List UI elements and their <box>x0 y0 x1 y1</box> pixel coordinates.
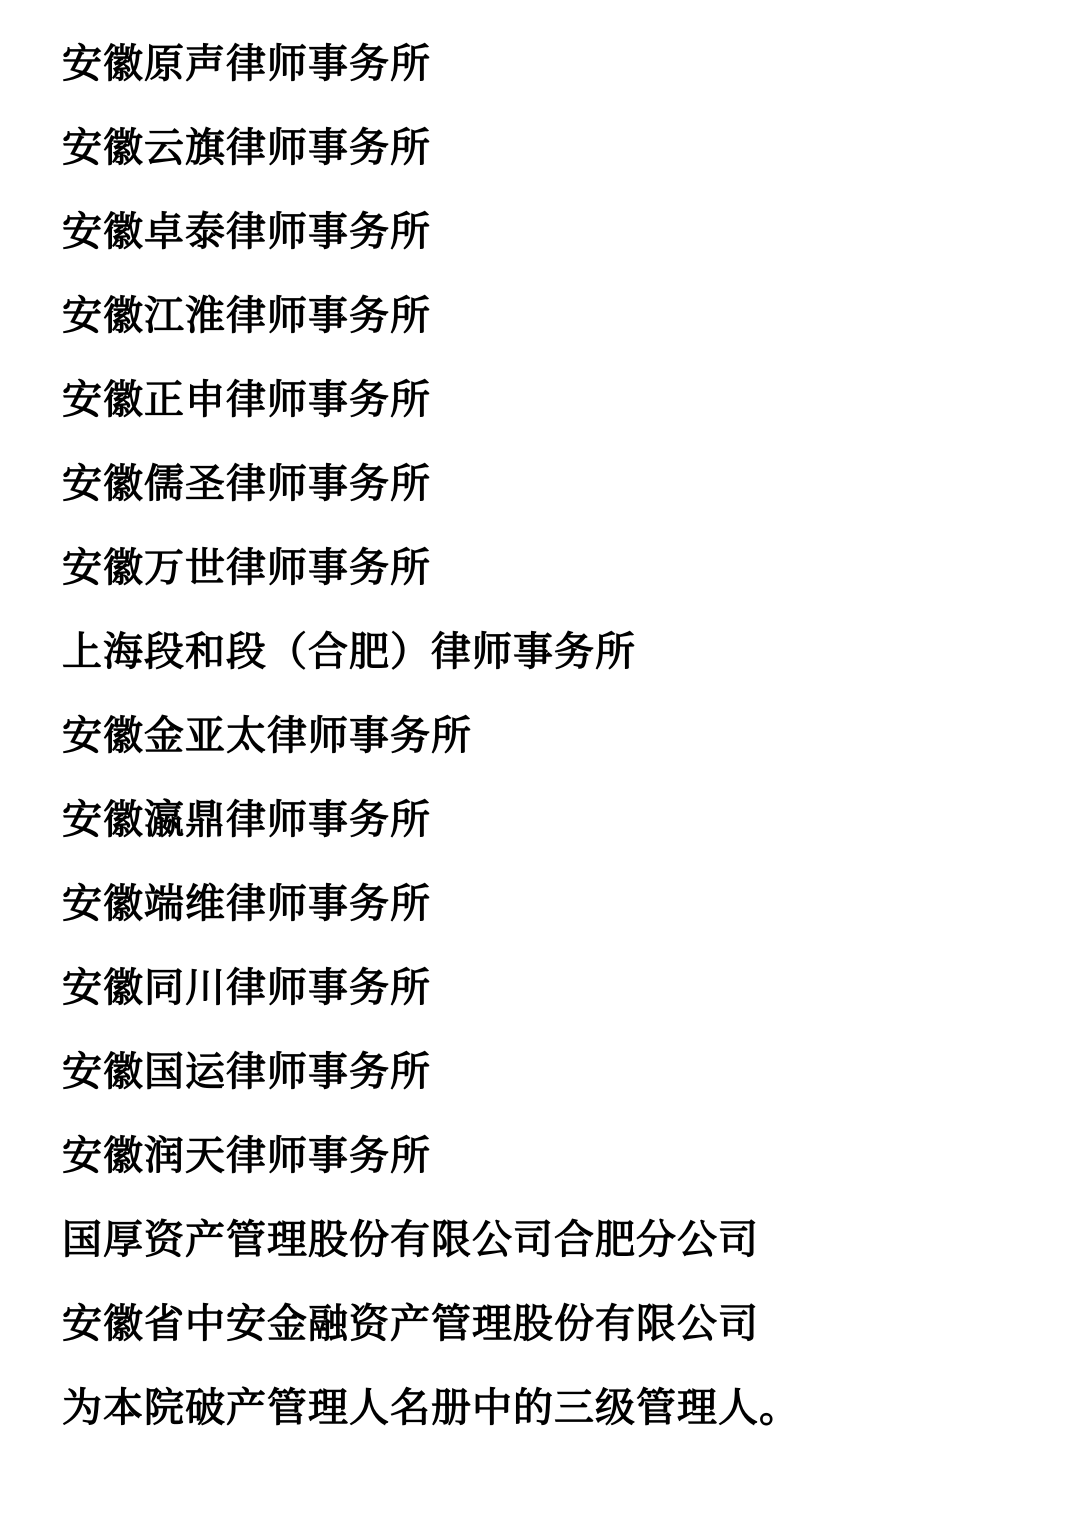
list-item: 国厚资产管理股份有限公司合肥分公司 <box>62 1216 759 1263</box>
list-item: 安徽同川律师事务所 <box>62 964 431 1011</box>
list-item: 安徽儒圣律师事务所 <box>62 460 431 507</box>
list-item: 安徽正申律师事务所 <box>62 376 431 423</box>
list-item: 安徽卓泰律师事务所 <box>62 208 431 255</box>
list-item: 安徽原声律师事务所 <box>62 40 431 87</box>
list-item: 安徽金亚太律师事务所 <box>62 712 472 759</box>
list-item: 安徽省中安金融资产管理股份有限公司 <box>62 1300 759 1347</box>
list-item: 安徽润天律师事务所 <box>62 1132 431 1179</box>
list-item: 安徽瀛鼎律师事务所 <box>62 796 431 843</box>
list-item: 上海段和段（合肥）律师事务所 <box>62 628 636 675</box>
list-item: 安徽江淮律师事务所 <box>62 292 431 339</box>
closing-statement: 为本院破产管理人名册中的三级管理人。 <box>62 1384 800 1431</box>
list-item: 安徽万世律师事务所 <box>62 544 431 591</box>
administrator-list <box>62 22 1020 1450</box>
list-item: 安徽国运律师事务所 <box>62 1048 431 1095</box>
list-item: 安徽端维律师事务所 <box>62 880 431 927</box>
list-item: 安徽云旗律师事务所 <box>62 124 431 171</box>
